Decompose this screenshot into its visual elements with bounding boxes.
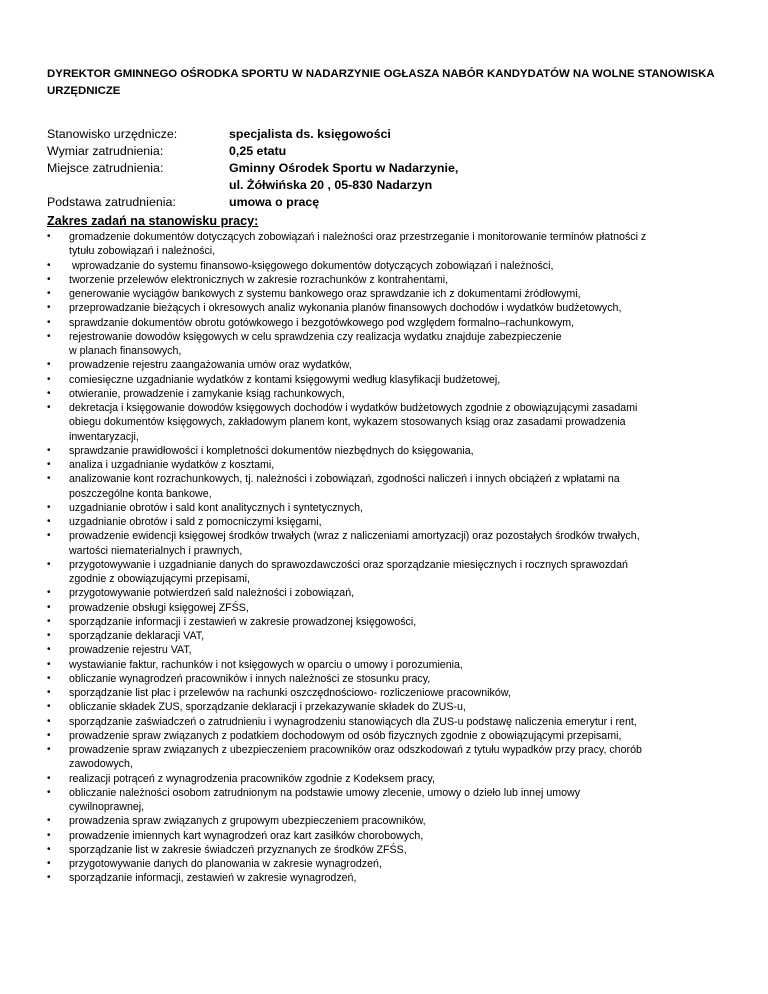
task-item	[47, 558, 729, 587]
bullet-icon: •	[47, 815, 51, 827]
bullet-icon: •	[47, 473, 51, 485]
task-text-line: przygotowywanie danych do planowania w zakresie wynagrodzeń,	[69, 858, 382, 870]
task-item	[47, 501, 729, 515]
task-text-line: wartości niematerialnych i prawnych,	[69, 544, 243, 557]
task-text-line: prowadzenie obsługi księgowej ZFŚS,	[69, 601, 249, 614]
task-item	[47, 330, 729, 359]
task-text-line: poszczególne konta bankowe,	[69, 487, 212, 500]
bullet-icon: •	[47, 402, 51, 413]
bullet-icon: •	[47, 288, 51, 299]
task-item	[47, 871, 729, 885]
task-item	[47, 316, 729, 330]
task-text-line: generowanie wyciągów bankowych z systemu bankowego oraz sprawdzanie ich z dokumentami źródłowymi,	[69, 288, 581, 300]
task-item	[47, 601, 729, 615]
task-text-line: wprowadzanie do systemu finansowo-księgowego dokumentów dotyczących zobowiązań i należności,	[69, 259, 554, 272]
task-text-line: przeprowadzanie bieżących i okresowych analiz wykonania planów finansowych dochodów i wydatków budżetowych,	[69, 302, 622, 315]
place-label: Miejsce zatrudnienia:	[47, 161, 164, 175]
task-item	[47, 672, 729, 686]
task-text-line: prowadzenie rejestru VAT,	[69, 644, 192, 657]
bullet-icon: •	[47, 587, 51, 599]
task-text-line: sporządzanie informacji i zestawień w zakresie prowadzonej księgowości,	[69, 615, 417, 628]
task-item	[47, 743, 729, 772]
bullet-icon: •	[47, 501, 51, 513]
bullet-icon: •	[47, 530, 51, 542]
place-label-spacer	[47, 177, 229, 194]
basis-row	[47, 194, 727, 211]
basis-label: Podstawa zatrudnienia:	[47, 195, 176, 209]
task-item	[47, 358, 729, 372]
task-text-line: analiza i uzgadnianie wydatków z kosztami,	[69, 459, 275, 471]
task-text-line: sporządzanie list płac i przelewów na rachunki oszczędnościowo- rozliczeniowe pracowników,	[69, 687, 511, 699]
bullet-icon: •	[47, 259, 51, 271]
task-text-line: dekretacja i księgowanie dowodów księgowych dochodów i wydatków budżetowych zgodnie z obowiązującymi zasadami	[69, 402, 638, 414]
task-item	[47, 387, 729, 401]
bullet-icon: •	[47, 302, 51, 314]
hours-row	[47, 143, 727, 160]
task-text-line: sporządzanie list w zakresie świadczeń przyznanych ze środków ZFŚS,	[69, 843, 407, 856]
task-item	[47, 586, 729, 600]
task-item	[47, 786, 729, 815]
task-text-line: sprawdzanie dokumentów obrotu gotówkowego i bezgotówkowego pod względem formalno–rachunkowym,	[69, 316, 575, 329]
place-value-line-2: ul. Żółwińska 20 , 05-830 Nadarzyn	[229, 178, 433, 192]
bullet-icon: •	[47, 516, 51, 527]
task-text-line: wystawianie faktur, rachunków i not księgowych w oparciu o umowy i porozumienia,	[69, 658, 463, 671]
bullet-icon: •	[47, 687, 51, 698]
task-text-line: analizowanie kont rozrachunkowych, tj. należności i zobowiązań, zgodności naliczeń i innych obciążeń z wpłatami na	[69, 473, 620, 486]
task-text-line: przygotowywanie i uzgadnianie danych do sprawozdawczości oraz sporządzanie miesięcznych i rocznych sprawozdań	[69, 558, 628, 571]
task-item	[47, 729, 729, 743]
hours-value: 0,25 etatu	[229, 144, 287, 158]
bullet-icon: •	[47, 701, 51, 713]
task-text-line: realizacji potrąceń z wynagrodzenia pracowników zgodnie z Kodeksem pracy,	[69, 772, 435, 785]
task-item	[47, 814, 729, 828]
task-text-line: obliczanie należności osobom zatrudnionym na podstawie umowy zlecenie, umowy o dzieło lub innej umowy	[69, 786, 581, 799]
bullet-icon: •	[47, 772, 51, 784]
task-item	[47, 515, 729, 529]
bullet-icon: •	[47, 786, 51, 798]
task-item	[47, 230, 729, 259]
task-text-line: sporządzanie informacji, zestawień w zakresie wynagrodzeń,	[69, 872, 357, 885]
task-text-line: prowadzenie rejestru zaangażowania umów oraz wydatków,	[69, 359, 352, 372]
task-text-line: zgodnie z obowiązującymi przepisami,	[69, 573, 250, 585]
bullet-icon: •	[47, 459, 51, 470]
task-text-line: inwentaryzacji,	[69, 430, 139, 443]
bullet-icon: •	[47, 330, 51, 342]
task-text-line: prowadzenie ewidencji księgowej środków trwałych (wraz z naliczeniami amortyzacji) oraz pozostałych środków trwałych,	[69, 530, 640, 543]
task-item	[47, 458, 729, 472]
task-item	[47, 301, 729, 315]
bullet-icon: •	[47, 744, 51, 755]
job-details	[47, 126, 727, 211]
bullet-icon: •	[47, 316, 51, 328]
task-text-line: prowadzenie imiennych kart wynagrodzeń oraz kart zasiłków chorobowych,	[69, 829, 424, 842]
task-item	[47, 444, 729, 458]
bullet-icon: •	[47, 558, 51, 570]
task-text-line: prowadzenia spraw związanych z grupowym ubezpieczeniem pracowników,	[69, 815, 426, 828]
task-item	[47, 401, 729, 444]
bullet-icon: •	[47, 601, 51, 613]
position-value: specjalista ds. księgowości	[229, 127, 391, 141]
task-text-line: prowadzenie spraw związanych z ubezpieczeniem pracowników oraz odszkodowań z tytułu wypadków przy pracy, chorób	[69, 744, 642, 756]
bullet-icon: •	[47, 644, 51, 656]
task-item	[47, 629, 729, 643]
task-item	[47, 273, 729, 287]
bullet-icon: •	[47, 843, 51, 855]
task-item	[47, 472, 729, 501]
bullet-icon: •	[47, 359, 51, 371]
place-row	[47, 160, 727, 177]
task-text-line: obliczanie składek ZUS, sporządzanie deklaracji i przekazywanie składek do ZUS-u,	[69, 701, 466, 714]
tasks-list	[47, 230, 729, 886]
task-text-line: comiesięczne uzgadnianie wydatków z kontami księgowymi według klasyfikacji budżetowej,	[69, 373, 501, 386]
task-item	[47, 857, 729, 871]
task-text-line: cywilnoprawnej,	[69, 801, 145, 813]
position-row	[47, 126, 727, 143]
task-text-line: tworzenie przelewów elektronicznych w zakresie rozrachunków z kontrahentami,	[69, 273, 449, 286]
task-item	[47, 658, 729, 672]
bullet-icon: •	[47, 829, 51, 841]
bullet-icon: •	[47, 672, 51, 684]
document-title: DYREKTOR GMINNEGO OŚRODKA SPORTU W NADARZYNIE OGŁASZA NABÓR KANDYDATÓW NA WOLNE STANOWISKA URZĘDNICZE	[47, 68, 715, 97]
task-text-line: uzgadnianie obrotów i sald z pomocniczymi księgami,	[69, 516, 322, 528]
task-item	[47, 373, 729, 387]
tasks-heading: Zakres zadań na stanowisku pracy:	[47, 214, 259, 228]
place-value-line-1: Gminny Ośrodek Sportu w Nadarzynie,	[229, 161, 459, 175]
hours-label: Wymiar zatrudnienia:	[47, 144, 164, 158]
bullet-icon: •	[47, 387, 51, 399]
task-text-line: tytułu zobowiązań i należności,	[69, 245, 216, 258]
task-item	[47, 529, 729, 558]
task-text-line: przygotowywanie potwierdzeń sald należności i zobowiązań,	[69, 587, 355, 600]
task-item	[47, 715, 729, 729]
task-item	[47, 843, 729, 857]
task-item	[47, 287, 729, 301]
bullet-icon: •	[47, 715, 51, 727]
task-text-line: rejestrowanie dowodów księgowych w celu sprawdzenia czy realizacja wydatku znajduje zabezpieczenie	[69, 330, 562, 343]
bullet-icon: •	[47, 630, 51, 641]
bullet-icon: •	[47, 373, 51, 385]
task-item	[47, 772, 729, 786]
task-text-line: sporządzanie zaświadczeń o zatrudnieniu i wynagrodzeniu stanowiących dla ZUS-u podstawę naliczenia emerytur i rent,	[69, 715, 637, 728]
task-text-line: sprawdzanie prawidłowości i kompletności dokumentów niezbędnych do księgowania,	[69, 444, 474, 457]
bullet-icon: •	[47, 444, 51, 456]
bullet-icon: •	[47, 658, 51, 670]
task-item	[47, 259, 729, 273]
task-item	[47, 700, 729, 714]
place-row-2	[47, 177, 727, 194]
basis-value: umowa o pracę	[229, 195, 320, 209]
bullet-icon: •	[47, 858, 51, 869]
task-text-line: obiegu dokumentów księgowych, zakładowym planem kont, wykazem stosowanych ksiąg oraz zasadami prowadzenia	[69, 416, 626, 429]
task-text-line: w planach finansowych,	[69, 345, 182, 357]
task-text-line: zawodowych,	[69, 758, 133, 771]
bullet-icon: •	[47, 872, 51, 884]
task-text-line: obliczanie wynagrodzeń pracowników i innych należności ze stosunku pracy,	[69, 672, 431, 685]
task-text-line: otwieranie, prowadzenie i zamykanie ksiąg rachunkowych,	[69, 387, 345, 400]
bullet-icon: •	[47, 231, 51, 242]
task-item	[47, 643, 729, 657]
position-label: Stanowisko urzędnicze:	[47, 127, 178, 141]
task-text-line: sporządzanie deklaracji VAT,	[69, 630, 205, 642]
task-text-line: gromadzenie dokumentów dotyczących zobowiązań i należności oraz przestrzeganie i monitorowanie terminów płatności z	[69, 231, 647, 243]
task-item	[47, 829, 729, 843]
bullet-icon: •	[47, 615, 51, 627]
task-text-line: prowadzenie spraw związanych z podatkiem dochodowym od osób fizycznych zgodnie z obowiązującymi przepisami,	[69, 729, 622, 742]
task-item	[47, 686, 729, 700]
task-item	[47, 615, 729, 629]
task-text-line: uzgadnianie obrotów i sald kont analitycznych i syntetycznych,	[69, 501, 363, 514]
bullet-icon: •	[47, 729, 51, 741]
bullet-icon: •	[47, 273, 51, 285]
